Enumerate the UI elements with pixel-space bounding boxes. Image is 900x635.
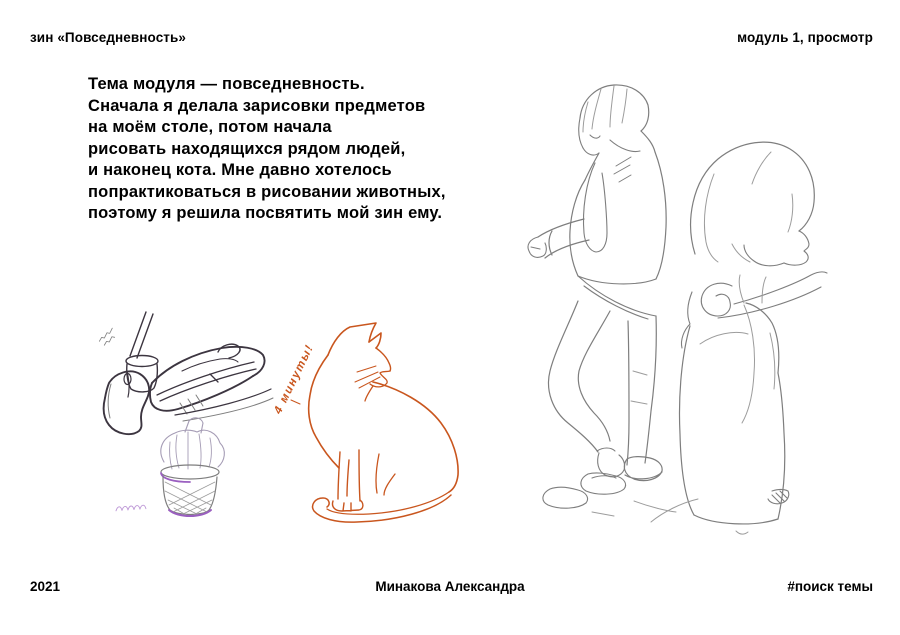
footer-hashtag: #поиск темы <box>787 579 873 594</box>
intro-line: поэтому я решила посвятить мой зин ему. <box>88 204 443 222</box>
sketch-desk-items <box>82 310 297 525</box>
bin-note-squiggle <box>116 505 146 511</box>
intro-line: рисовать находящихся рядом людей, <box>88 139 406 158</box>
mouse-drawing <box>104 371 150 434</box>
pencil-case-drawing <box>150 344 273 421</box>
trash-bin-drawing <box>116 418 225 516</box>
intro-line: Тема модуля — повседневность. <box>88 75 365 93</box>
intro-line: на моём столе, потом начала <box>88 118 332 136</box>
figure-back-drawing <box>651 142 827 534</box>
zine-title: зин «Повседневность» <box>30 30 187 45</box>
handwritten-note-squiggle <box>97 328 118 346</box>
intro-line: Сначала я делала зарисовки предметов <box>88 96 426 115</box>
orange-cat-drawing <box>291 323 458 522</box>
intro-paragraph <box>88 74 446 225</box>
footer-author: Минакова Александра <box>375 579 525 594</box>
intro-line: попрактиковаться в рисовании животных, <box>88 182 446 201</box>
footer-year: 2021 <box>30 579 61 594</box>
intro-line: и наконец кота. Мне давно хотелось <box>88 161 392 179</box>
sketch-figure-from-behind <box>643 132 873 542</box>
cat-timing-note: 4 минуты! <box>272 342 317 416</box>
module-label: модуль 1, просмотр <box>737 30 873 45</box>
